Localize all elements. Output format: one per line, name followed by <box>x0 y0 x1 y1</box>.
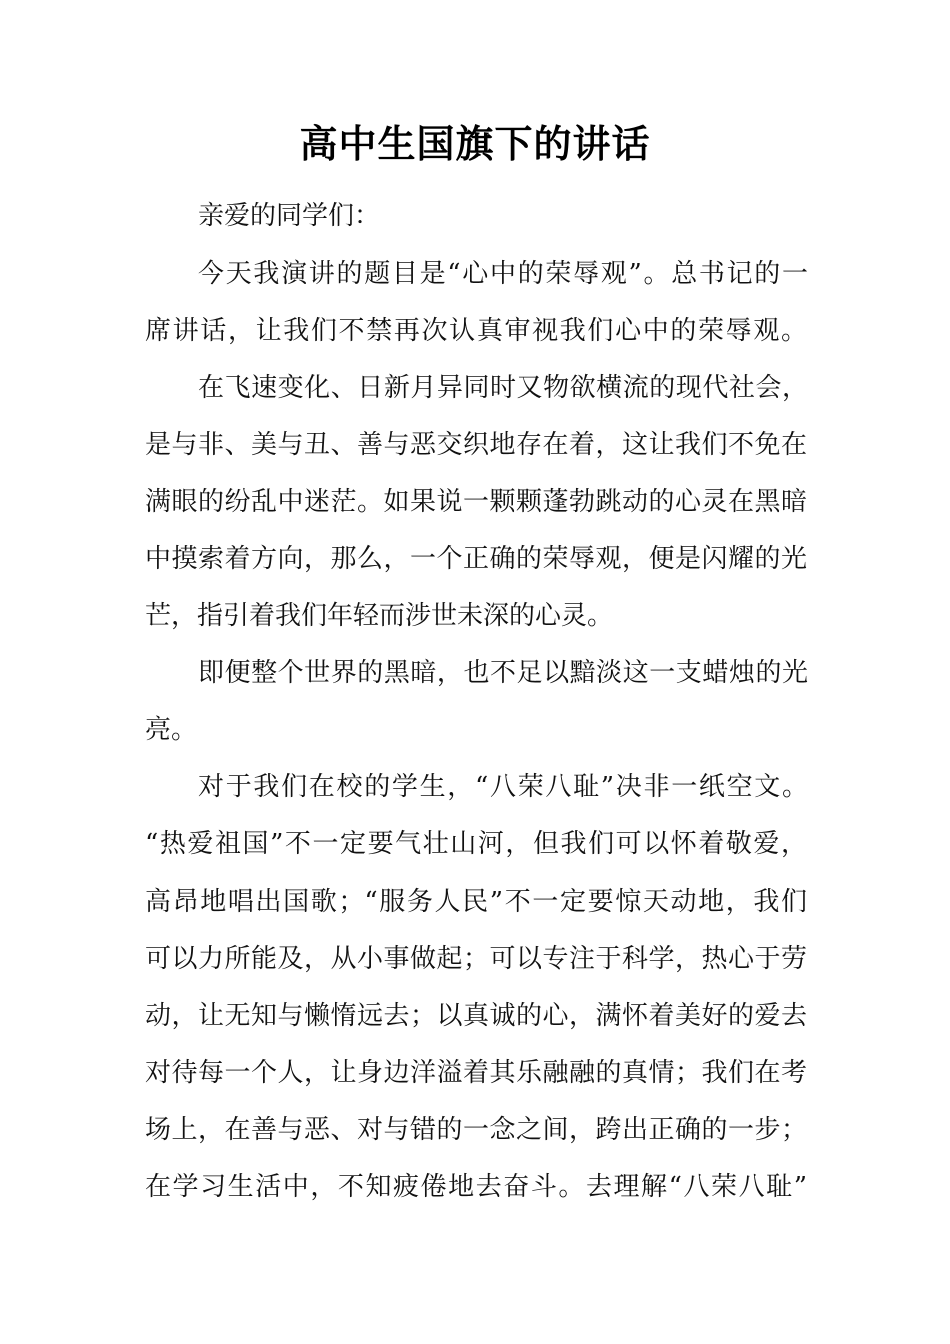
paragraph-line: 即便整个世界的黑暗，也不足以黯淡这一支蜡烛的光 <box>198 658 808 688</box>
paragraph-line: 亮。 <box>145 715 198 745</box>
paragraph-line: 中摸索着方向，那么，一个正确的荣辱观，便是闪耀的光 <box>145 544 807 574</box>
paragraph-line: 动，让无知与懒惰远去；以真诚的心，满怀着美好的爱去 <box>145 1001 807 1031</box>
paragraph-line: 亲爱的同学们： <box>198 201 381 231</box>
paragraph-line: 在飞速变化、日新月异同时又物欲横流的现代社会， <box>198 373 808 403</box>
paragraph-line: 可以力所能及，从小事做起；可以专注于科学，热心于劳 <box>145 944 807 974</box>
paragraph-line: 在学习生活中，不知疲倦地去奋斗。去理解“八荣八耻” <box>145 1172 807 1202</box>
paragraph-line: 满眼的纷乱中迷茫。如果说一颗颗蓬勃跳动的心灵在黑暗 <box>145 487 807 517</box>
paragraph-line: 芒，指引着我们年轻而涉世未深的心灵。 <box>145 601 614 631</box>
paragraph-line: 席讲话，让我们不禁再次认真审视我们心中的荣辱观。 <box>145 316 807 346</box>
paragraph-line: 场上，在善与恶、对与错的一念之间，跨出正确的一步； <box>145 1115 807 1145</box>
paragraph-line: 今天我演讲的题目是“心中的荣辱观”。总书记的一 <box>198 259 808 289</box>
paragraph-line: 对待每一个人，让身边洋溢着其乐融融的真情；我们在考 <box>145 1058 807 1088</box>
document-title: 高中生国旗下的讲话 <box>299 122 651 166</box>
paragraph-line: 高昂地唱出国歌；“服务人民”不一定要惊天动地，我们 <box>145 887 807 917</box>
paragraph-line: 是与非、美与丑、善与恶交织地存在着，这让我们不免在 <box>145 430 807 460</box>
paragraph-line: 对于我们在校的学生，“八荣八耻”决非一纸空文。 <box>198 772 808 802</box>
paragraph-line: “热爱祖国”不一定要气壮山河，但我们可以怀着敬爱， <box>145 829 807 859</box>
